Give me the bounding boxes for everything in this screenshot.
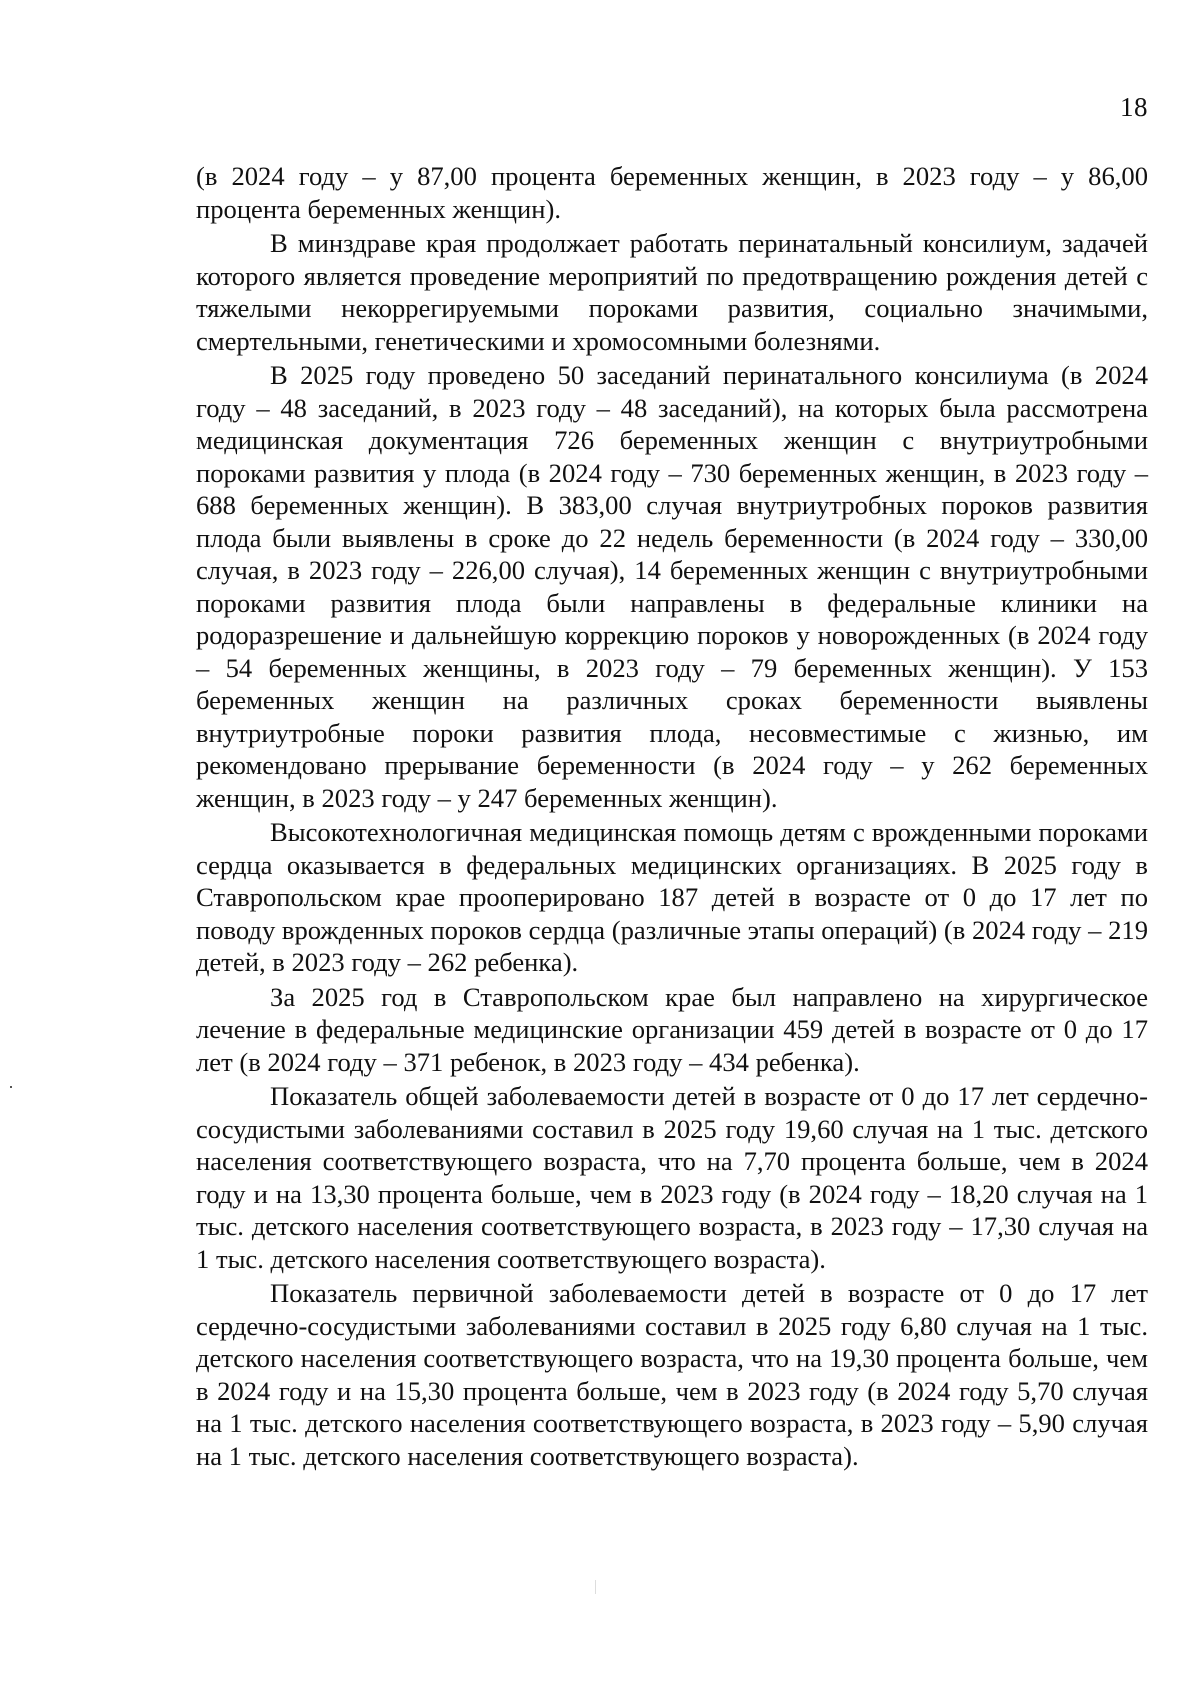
paragraph-surgical-referrals: За 2025 год в Ставропольском крае был направлено на хирургическое лечение в федеральные медицинские организации 459 детей в возрасте от 0 до 17 лет (в 2024 году – 371 ребенок, в 2023 году – 434 ребенка). (196, 981, 1148, 1077)
paragraph-general-morbidity: Показатель общей заболеваемости детей в возрасте от 0 до 17 лет сердечно-сосудистыми заболеваниями составил в 2025 году 19,60 случая на 1 тыс. детского населения соответствующего возраста, что на 7,70 процента больше, чем в 2024 году и на 13,30 процента больше, чем в 2023 году (в 2024 году – 18,20 случая на 1 тыс. детского населения соответствующего возраста, в 2023 году – 17,30 случая на 1 тыс. детского населения соответствующего возраста). (196, 1081, 1148, 1274)
scan-speck (10, 1086, 12, 1088)
paragraph-council-sessions: В 2025 году проведено 50 заседаний перинатального консилиума (в 2024 году – 48 заседаний, в 2023 году – 48 заседаний), на которых была рассмотрена медицинская документация 726 беременных женщин с внутриутробными пороками развития у плода (в 2024 году – 730 беременных женщин, в 2023 году – 688 беременных женщин). В 383,00 случая внутриутробных пороков развития плода были выявлены в сроке до 22 недель беременности (в 2024 году – 330,00 случая, в 2023 году – 226,00 случая), 14 беременных женщин с внутриутробными пороками развития плода были направлены в федеральные клиники на родоразрешение и дальнейшую коррекцию пороков у новорожденных (в 2024 году – 54 беременных женщины, в 2023 году – 79 беременных женщин). У 153 беременных женщин на различных сроках беременности выявлены внутриутробные пороки развития плода, несовместимые с жизнью, им рекомендовано прерывание беременности (в 2024 году – у 262 беременных женщин, в 2023 году – у 247 беременных женщин). (196, 360, 1148, 813)
paragraph-high-tech-care: Высокотехнологичная медицинская помощь детям с врожденными пороками сердца оказывается в федеральных медицинских организациях. В 2025 году в Ставропольском крае прооперировано 187 детей в возрасте от 0 до 17 лет по поводу врожденных пороков сердца (различные этапы операций) (в 2024 году – 219 детей, в 2023 году – 262 ребенка). (196, 817, 1148, 977)
document-body (196, 160, 1148, 1474)
page-number: 18 (1120, 92, 1148, 122)
paragraph-continuation: (в 2024 году – у 87,00 процента беременных женщин, в 2023 году – у 86,00 процента беременных женщин). (196, 161, 1148, 224)
scan-mark (595, 1580, 596, 1594)
paragraph-perinatal-council: В минздраве края продолжает работать перинатальный консилиум, задачей которого является проведение мероприятий по предотвращению рождения детей с тяжелыми некоррегируемыми пороками развития, социально значимыми, смертельными, генетическими и хромосомными болезнями. (196, 228, 1148, 356)
paragraph-primary-morbidity: Показатель первичной заболеваемости детей в возрасте от 0 до 17 лет сердечно-сосудистыми заболеваниями составил в 2025 году 6,80 случая на 1 тыс. детского населения соответствующего возраста, что на 19,30 процента больше, чем в 2024 году и на 15,30 процента больше, чем в 2023 году (в 2024 году 5,70 случая на 1 тыс. детского населения соответствующего возраста, в 2023 году – 5,90 случая на 1 тыс. детского населения соответствующего возраста). (196, 1278, 1148, 1471)
